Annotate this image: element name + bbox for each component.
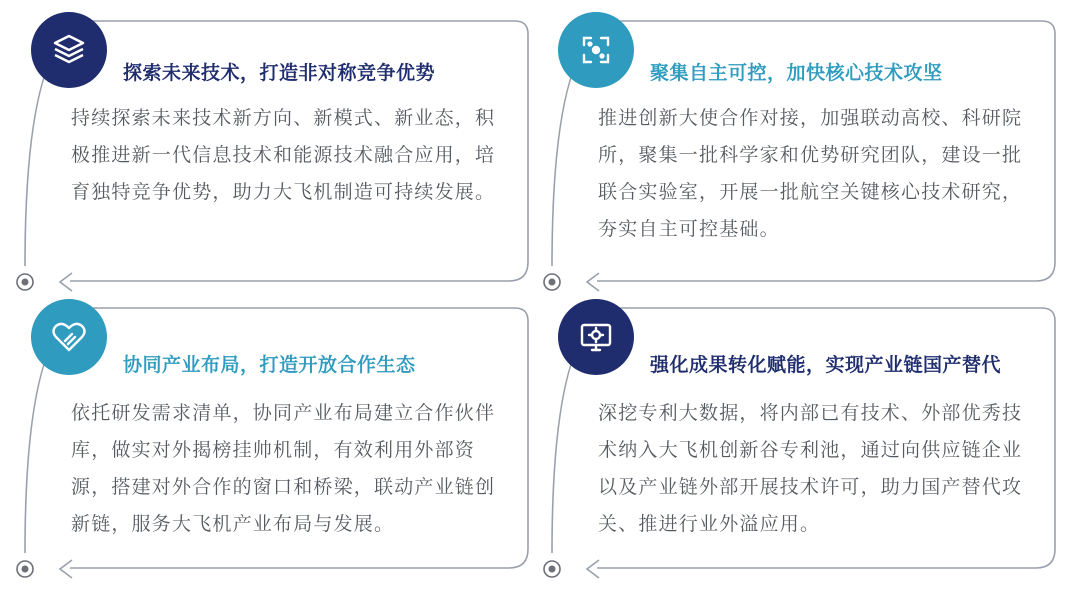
card-title: 探索未来技术，打造非对称竞争优势 (123, 62, 436, 84)
card-body: 持续探索未来技术新方向、新模式、新业态，积极推进新一代信息技术和能源技术融合应用，培育独特竞争优势，助力大飞机制造可持续发展。 (71, 107, 496, 203)
layers-icon (31, 12, 107, 88)
heart-handshake-icon (31, 299, 107, 375)
card-body: 依托研发需求清单，协同产业布局建立合作伙伴库，做实对外揭榜挂帅机制，有效利用外部资源，搭建对外合作的窗口和桥梁，联动产业链创新链，服务大飞机产业布局与发展。 (71, 402, 496, 535)
monitor-gear-icon (558, 299, 634, 375)
card-industry-coop (0, 287, 540, 587)
card-independent-control (527, 0, 1067, 300)
card-body: 深挖专利大数据，将内部已有技术、外部优秀技术纳入大飞机创新谷专利池，通过向供应链企业以及产业链外部开展技术许可，助力国产替代攻关、推进行业外溢应用。 (598, 402, 1023, 535)
card-title: 聚集自主可控，加快核心技术攻坚 (650, 62, 943, 84)
card-body: 推进创新大使合作对接，加强联动高校、科研院所，聚集一批科学家和优势研究团队，建设一批联合实验室，开展一批航空关键核心技术研究，夯实自主可控基础。 (598, 107, 1023, 240)
focus-scan-icon (558, 12, 634, 88)
card-title: 强化成果转化赋能，实现产业链国产替代 (650, 354, 1002, 376)
card-title: 协同产业布局，打造开放合作生态 (123, 354, 416, 376)
card-future-tech (0, 0, 540, 300)
card-result-transfer (527, 287, 1067, 587)
